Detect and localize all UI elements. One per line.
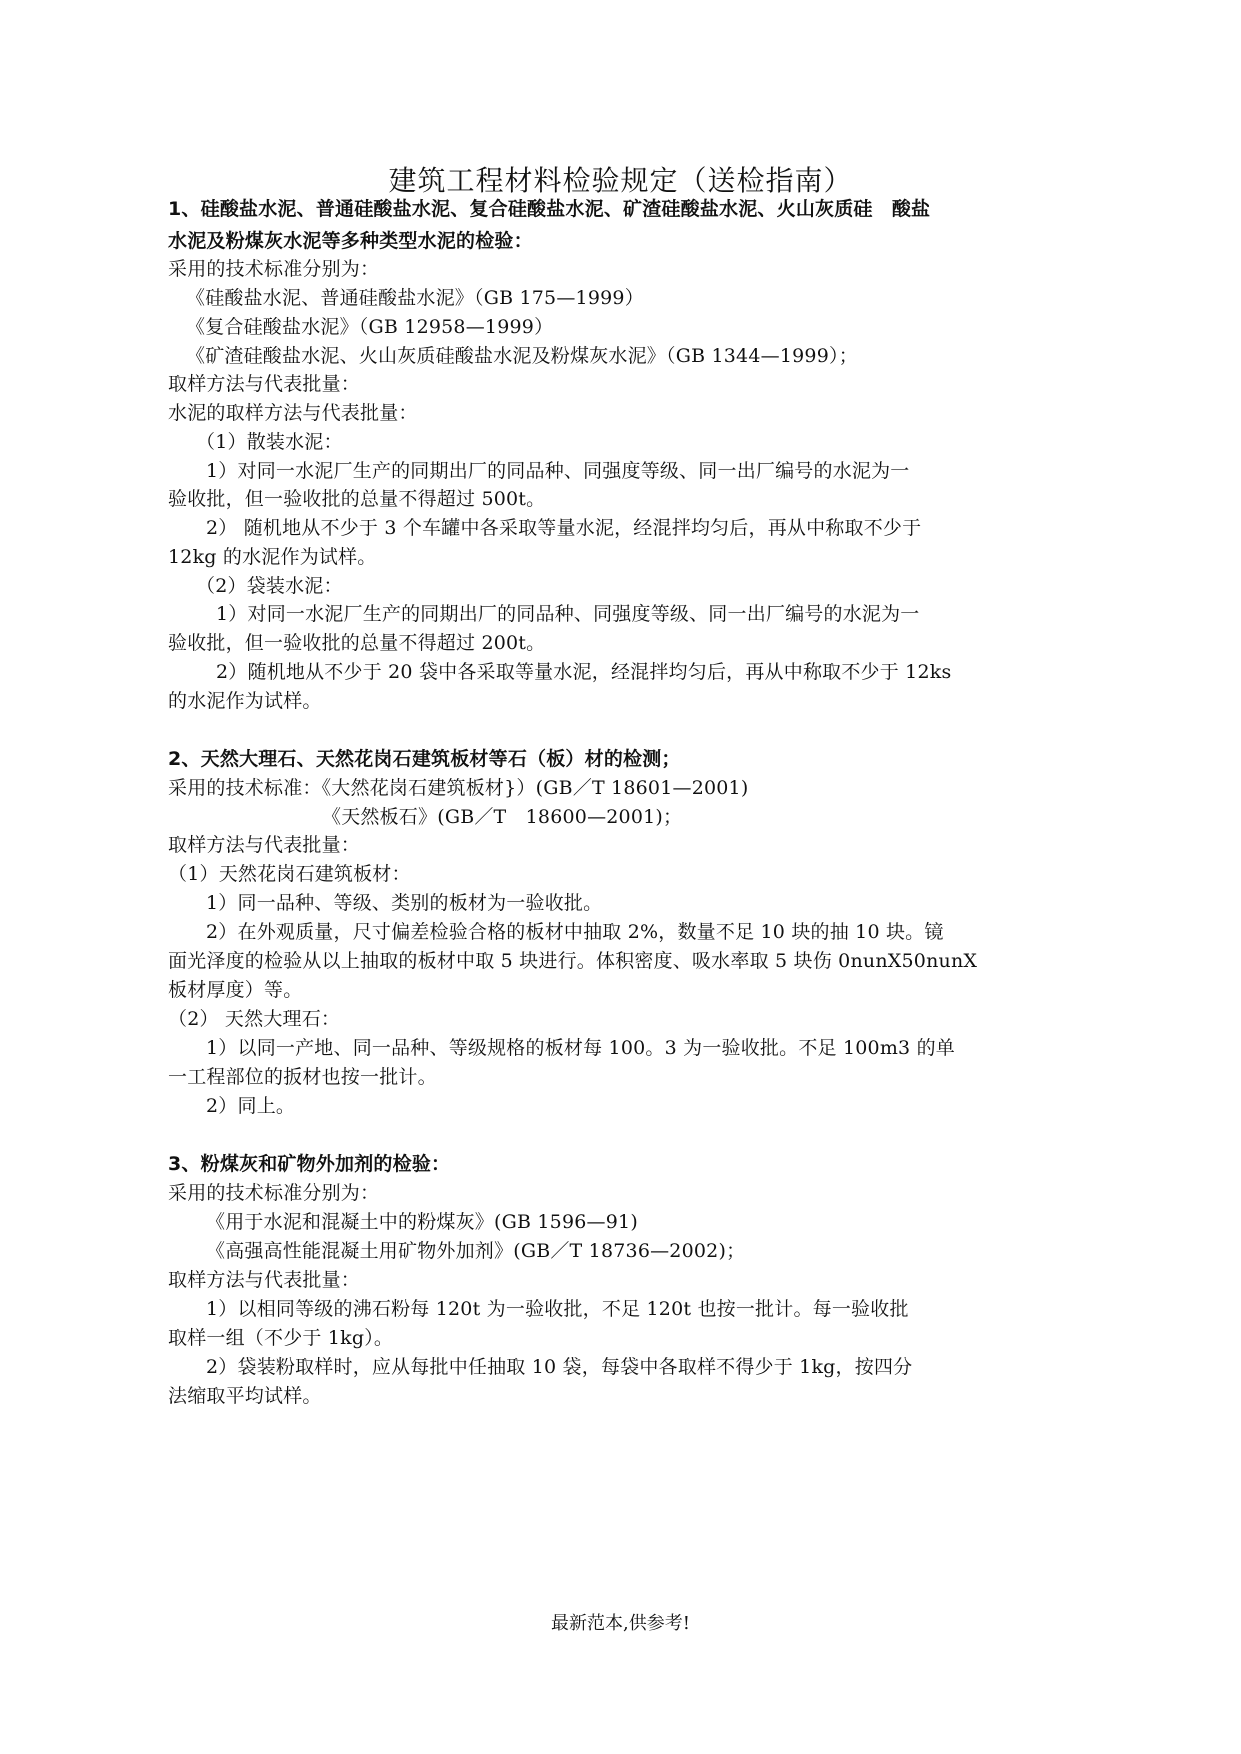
bagged-cement-rule-2-line-1: 2）随机地从不少于 20 袋中各采取等量水泥，经混拌均匀后，再从中称取不少于 12ks	[216, 661, 952, 683]
bulk-cement-rule-2-line-1: 2） 随机地从不少于 3 个车罐中各采取等量水泥，经混拌均匀后，再从中称取不少于	[206, 517, 922, 539]
marble-rule-1-line-1: 1）以同一产地、同一品种、等级规格的板材每 100。3 为一验收批。不足 100m3 的单	[206, 1037, 955, 1059]
bulk-cement-rule-2-line-2: 12kg 的水泥作为试样。	[168, 546, 377, 568]
bagged-cement-rule-1-line-1: 1）对同一水泥厂生产的同期出厂的同品种、同强度等级、同一出厂编号的水泥为一	[216, 603, 920, 625]
bulk-cement-rule-1-line-1: 1）对同一水泥厂生产的同期出厂的同品种、同强度等级、同一出厂编号的水泥为一	[206, 460, 910, 482]
section-2-sampling-heading: 取样方法与代表批量：	[168, 834, 361, 856]
granite-rule-2-line-1: 2）在外观质量，尺寸偏差检验合格的板材中抽取 2%，数量不足 10 块的抽 10 块。镜	[206, 921, 944, 943]
marble-heading: （2） 天然大理石：	[168, 1008, 341, 1030]
bulk-cement-rule-1-line-2: 验收批，但一验收批的总量不得超过 500t。	[168, 488, 546, 510]
section-2-heading: 2、天然大理石、天然花岗石建筑板材等石（板）材的检测；	[168, 748, 681, 770]
flyash-rule-2-line-1: 2）袋装粉取样时，应从每批中任抽取 10 袋，每袋中各取样不得少于 1kg，按四分	[206, 1356, 913, 1378]
granite-rule-2-line-3: 板材厚度）等。	[168, 979, 303, 1001]
section-2-standard-2: 《天然板石》(GB／T 18600—2001)；	[322, 806, 683, 828]
section-3-standard-1: 《用于水泥和混凝土中的粉煤灰》(GB 1596—91)	[206, 1211, 638, 1233]
section-2-standard-1: 采用的技术标准：《大然花岗石建筑板材}）(GB／T 18601—2001)	[168, 777, 749, 799]
granite-rule-2-line-2: 面光泽度的检验从以上抽取的板材中取 5 块进行。体积密度、吸水率取 5 块伤 0nunX50nunX	[168, 950, 978, 972]
section-3-heading: 3、粉煤灰和矿物外加剂的检验：	[168, 1153, 451, 1175]
flyash-rule-1-line-1: 1）以相同等级的沸石粉每 120t 为一验收批，不足 120t 也按一批计。每一验收批	[206, 1298, 909, 1320]
marble-rule-2: 2）同上。	[206, 1095, 296, 1117]
bulk-cement-heading: （1）散装水泥：	[196, 431, 343, 453]
page-footer: 最新范本,供参考!	[551, 1613, 690, 1634]
section-1-sampling-heading: 取样方法与代表批量：	[168, 373, 361, 395]
section-1-standards-intro: 采用的技术标准分别为：	[168, 258, 380, 280]
section-3-standards-intro: 采用的技术标准分别为：	[168, 1182, 380, 1204]
bagged-cement-heading: （2）袋装水泥：	[196, 575, 343, 597]
section-1-standard-3: 《矿渣硅酸盐水泥、火山灰质硅酸盐水泥及粉煤灰水泥》（GB 1344—1999）；	[186, 345, 858, 367]
cement-sampling-heading: 水泥的取样方法与代表批量：	[168, 402, 418, 424]
bagged-cement-rule-2-line-2: 的水泥作为试样。	[168, 690, 322, 712]
bagged-cement-rule-1-line-2: 验收批，但一验收批的总量不得超过 200t。	[168, 632, 546, 654]
flyash-rule-1-line-2: 取样一组（不少于 1kg）。	[168, 1327, 394, 1349]
marble-rule-1-line-2: 一工程部位的扳材也按一批计。	[168, 1066, 437, 1088]
section-3-standard-2: 《高强高性能混凝土用矿物外加剂》(GB／T 18736—2002)；	[206, 1240, 746, 1262]
granite-rule-1: 1）同一品种、等级、类别的板材为一验收批。	[206, 892, 603, 914]
section-1-heading-line-2: 水泥及粉煤灰水泥等多种类型水泥的检验：	[168, 230, 533, 252]
page-title: 建筑工程材料检验规定（送检指南）	[388, 164, 853, 197]
section-3-sampling-heading: 取样方法与代表批量：	[168, 1269, 361, 1291]
section-1-standard-1: 《硅酸盐水泥、普通硅酸盐水泥》（GB 175—1999）	[186, 287, 644, 309]
section-1-heading-line-1: 1、硅酸盐水泥、普通硅酸盐水泥、复合硅酸盐水泥、矿渣硅酸盐水泥、火山灰质硅 酸盐	[168, 198, 931, 220]
granite-heading: （1）天然花岗石建筑板材：	[168, 863, 411, 885]
flyash-rule-2-line-2: 法缩取平均试样。	[168, 1385, 322, 1407]
section-1-standard-2: 《复合硅酸盐水泥》（GB 12958—1999）	[186, 316, 554, 338]
